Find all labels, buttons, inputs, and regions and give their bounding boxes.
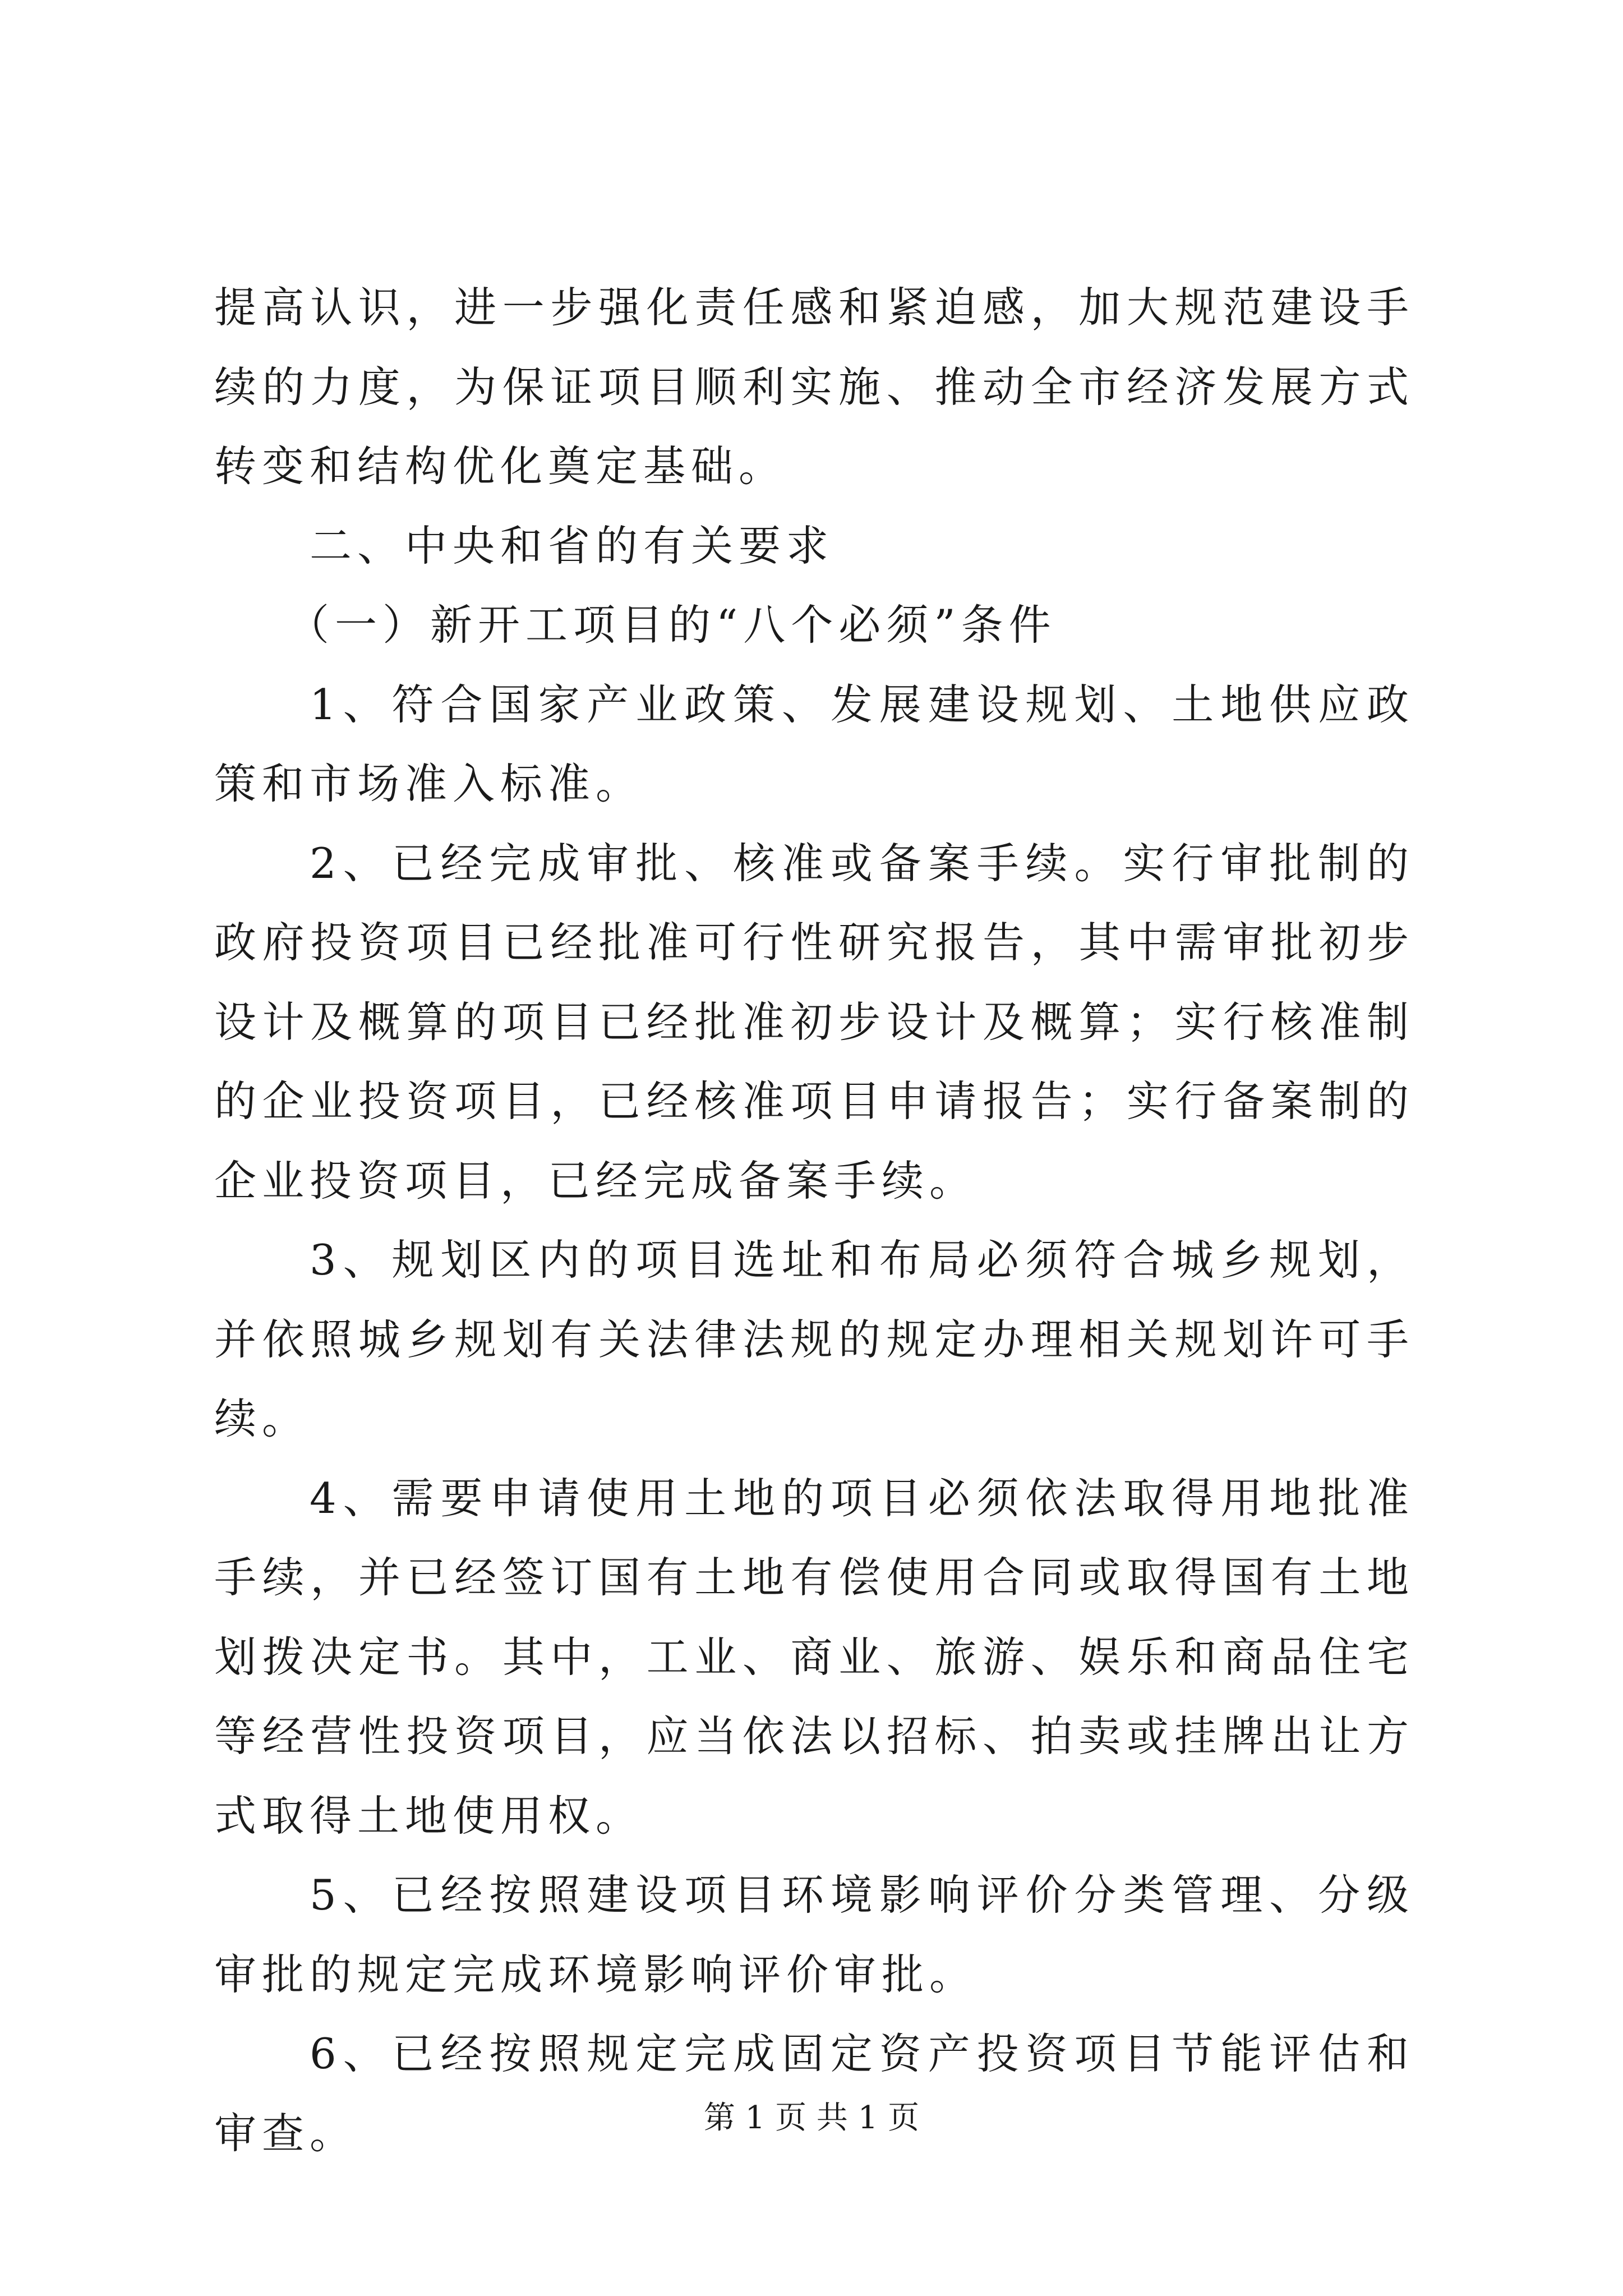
list-item-2: 2、已经完成审批、核准或备案手续。实行审批制的政府投资项目已经批准可行性研究报告，其中需审批初步设计及概算的项目已经批准初步设计及概算；实行核准制的企业投资项目，已经核准项目申请报告；实行备案制的企业投资项目，已经完成备案手续。 [214,838,1414,1205]
list-item-5: 5、已经按照建设项目环境影响评价分类管理、分级审批的规定完成环境影响评价审批。 [214,1870,1414,1999]
list-item-3: 3、规划区内的项目选址和布局必须符合城乡规划，并依照城乡规划有关法律法规的规定办理相关规划许可手续。 [214,1235,1414,1443]
page-footer: 第 1 页 共 1 页 [703,2100,920,2136]
list-item-1: 1、符合国家产业政策、发展建设规划、土地供应政策和市场准入标准。 [214,679,1414,808]
section-heading: 二、中央和省的有关要求 [310,521,834,570]
document-body [214,268,1414,2173]
list-item-4: 4、需要申请使用土地的项目必须依法取得用地批准手续，并已经签订国有土地有偿使用合同或取得国有土地划拨决定书。其中，工业、商业、旅游、娱乐和商品住宅等经营性投资项目，应当依法以招标、拍卖或挂牌出让方式取得土地使用权。 [214,1473,1414,1841]
paragraph-continuation: 提高认识，进一步强化责任感和紧迫感，加大规范建设手续的力度，为保证项目顺利实施、推动全市经济发展方式转变和结构优化奠定基础。 [214,283,1414,491]
subsection-heading: （一）新开工项目的“八个必须”条件 [287,600,1057,650]
list-item-6: 6、已经按照规定完成固定资产投资项目节能评估和审查。 [214,2029,1414,2158]
